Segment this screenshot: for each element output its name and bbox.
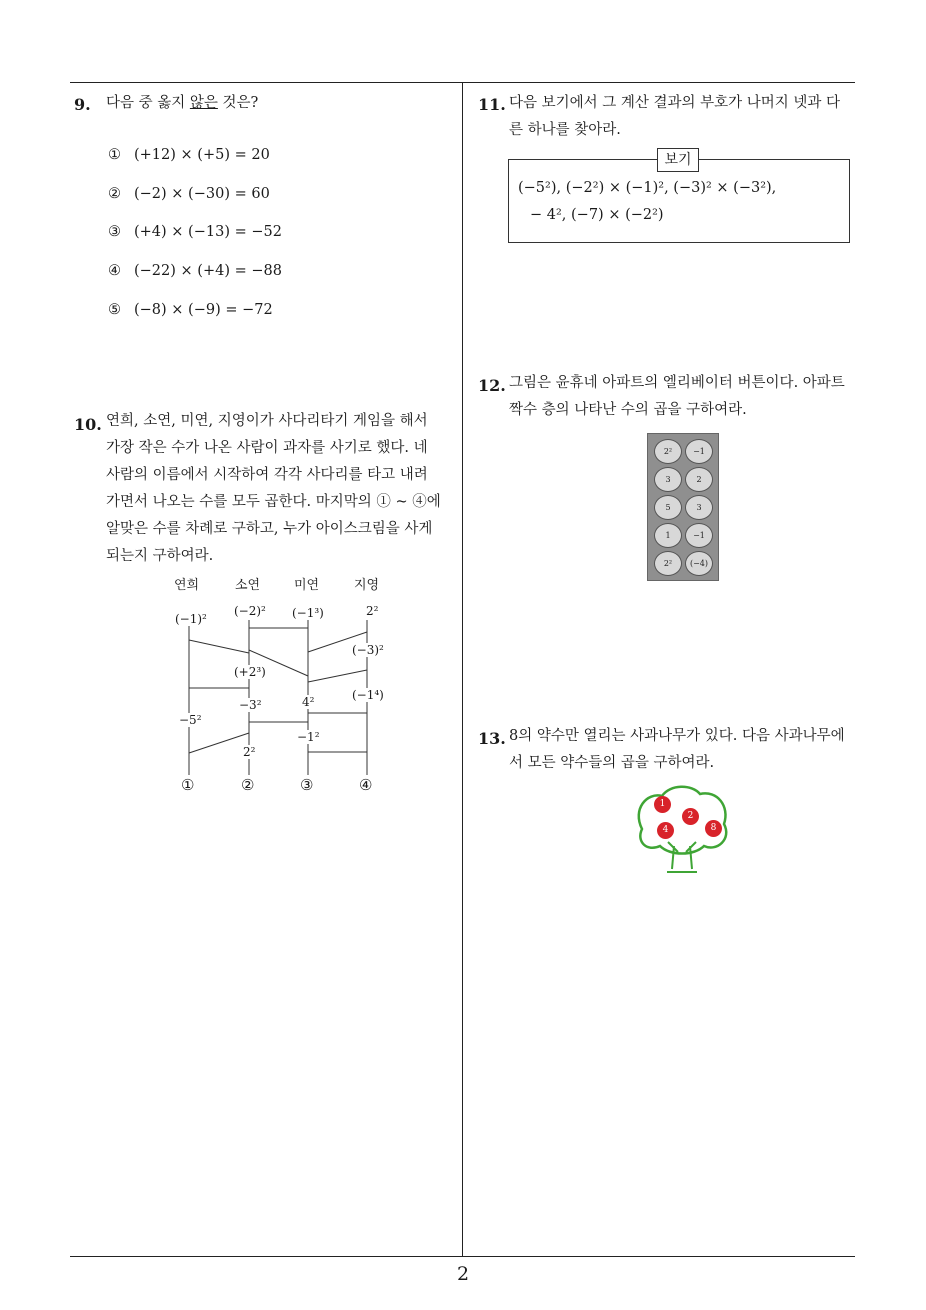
ladder-rung [189,733,249,753]
bogi-line: (−5²), (−2²) × (−1)², (−3)² × (−3²), [518,180,777,196]
choice-expr: (−2) × (−30) = 60 [134,186,270,202]
elevator-button[interactable] [685,439,713,464]
q9-choice-4[interactable] [108,263,282,279]
ladder-value: (−2)² [234,604,266,618]
q13-number: 13. [478,729,506,748]
elevator-button-value: (−4) [689,559,709,568]
ladder-end-mark: ③ [300,776,314,794]
q10-text [106,408,456,570]
apple: 2 [682,808,699,825]
choice-mark: ④ [108,263,121,279]
elevator-button[interactable] [654,467,682,492]
q9-prompt [106,90,258,117]
ladder-value: 4² [302,695,315,709]
ladder-name: 연희 [174,578,200,593]
choice-mark: ② [108,186,121,202]
apple: 4 [657,822,674,839]
ladder-diagram [160,570,400,800]
q10-line: 알맞은 수를 차례로 구하고, 누가 아이스크림을 사게 [106,521,433,537]
q9-choice-1[interactable] [108,147,270,163]
ladder-value: (−1³) [292,606,324,620]
choice-expr: (+12) × (+5) = 20 [134,147,270,163]
q9-number: 9. [74,95,91,114]
ladder-value: (−3)² [352,643,384,657]
elevator-button-value: 2 [696,475,702,484]
choice-mark: ③ [108,224,121,240]
column-divider [462,82,463,1256]
ladder-end-mark: ② [241,776,255,794]
q9-prompt-before: 다음 중 옳지 [106,95,190,111]
elevator-button[interactable] [654,551,682,576]
ladder-end-mark: ① [181,776,195,794]
q13-line: 서 모든 약수들의 곱을 구하여라. [509,755,715,771]
q10-line: 되는지 구하여라. [106,548,214,564]
elevator-button[interactable] [654,439,682,464]
bogi-line: − 4², (−7) × (−2²) [530,207,664,223]
q12-text [509,370,859,424]
ladder-rung [308,670,367,682]
q10-number: 10. [74,415,102,434]
ladder-value: (−1⁴) [352,688,384,702]
ladder-value: −1² [297,730,320,744]
apple: 8 [705,820,722,837]
q10-line: 가면서 나오는 수를 모두 곱한다. 마지막의 ① ~ ④에 [106,494,441,510]
bottom-rule [70,1256,855,1257]
q11-line: 다음 보기에서 그 계산 결과의 부호가 나머지 넷과 다 [509,95,841,111]
ladder-rung [189,640,249,653]
page-number: 2 [456,1263,470,1285]
elevator-button[interactable] [654,523,682,548]
q11-text [509,90,859,144]
elevator-button-value: 2² [663,559,673,568]
ladder-value: −5² [179,713,202,727]
ladder-name: 소연 [235,578,261,593]
elevator-button-value: 3 [696,503,702,512]
ladder-name: 지영 [354,578,380,593]
elevator-button[interactable] [685,523,713,548]
q13-line: 8의 약수만 열리는 사과나무가 있다. 다음 사과나무에 [509,728,845,744]
q12-number: 12. [478,376,506,395]
q9-prompt-after: 것은? [217,95,259,111]
ladder-value: (+2³) [234,665,266,679]
elevator-button[interactable] [654,495,682,520]
q9-choice-3[interactable] [108,224,282,240]
q9-choice-5[interactable] [108,302,273,318]
elevator-button-value: −1 [693,447,705,456]
elevator-button[interactable] [685,467,713,492]
apple-tree-illustration [632,784,732,876]
elevator-button-value: 2² [663,447,673,456]
q10-line: 가장 작은 수가 나온 사람이 과자를 사기로 했다. 네 [106,440,428,456]
q10-line: 연희, 소연, 미연, 지영이가 사다리타기 게임을 해서 [106,413,428,429]
elevator-button-value: 5 [665,503,671,512]
elevator-button-value: −1 [693,531,705,540]
q13-text [509,723,859,777]
ladder-value: −3² [239,698,262,712]
choice-expr: (−22) × (+4) = −88 [134,263,282,279]
q11-number: 11. [478,95,506,114]
ladder-name: 미연 [294,578,320,593]
q12-line: 짝수 층의 나타난 수의 곱을 구하여라. [509,402,747,418]
choice-expr: (+4) × (−13) = −52 [134,224,282,240]
q9-prompt-underlined: 않은 [189,95,218,111]
elevator-panel [647,433,719,581]
elevator-button-value: 1 [665,531,671,540]
choice-expr: (−8) × (−9) = −72 [134,302,273,318]
elevator-button-value: 3 [665,475,671,484]
q10-line: 사람의 이름에서 시작하여 각각 사다리를 타고 내려 [106,467,428,483]
choice-mark: ① [108,147,121,163]
elevator-button[interactable] [685,495,713,520]
elevator-button[interactable] [685,551,713,576]
ladder-value: 2² [366,604,379,618]
apple: 1 [654,796,671,813]
ladder-value: (−1)² [175,612,207,626]
ladder-value: 2² [243,745,256,759]
q12-line: 그림은 윤휴네 아파트의 엘리베이터 버튼이다. 아파트 [509,375,845,391]
bogi-label: 보기 [657,148,699,172]
q11-line: 른 하나를 찾아라. [509,122,621,138]
choice-mark: ⑤ [108,302,121,318]
ladder-end-mark: ④ [359,776,373,794]
q9-choice-2[interactable] [108,186,270,202]
